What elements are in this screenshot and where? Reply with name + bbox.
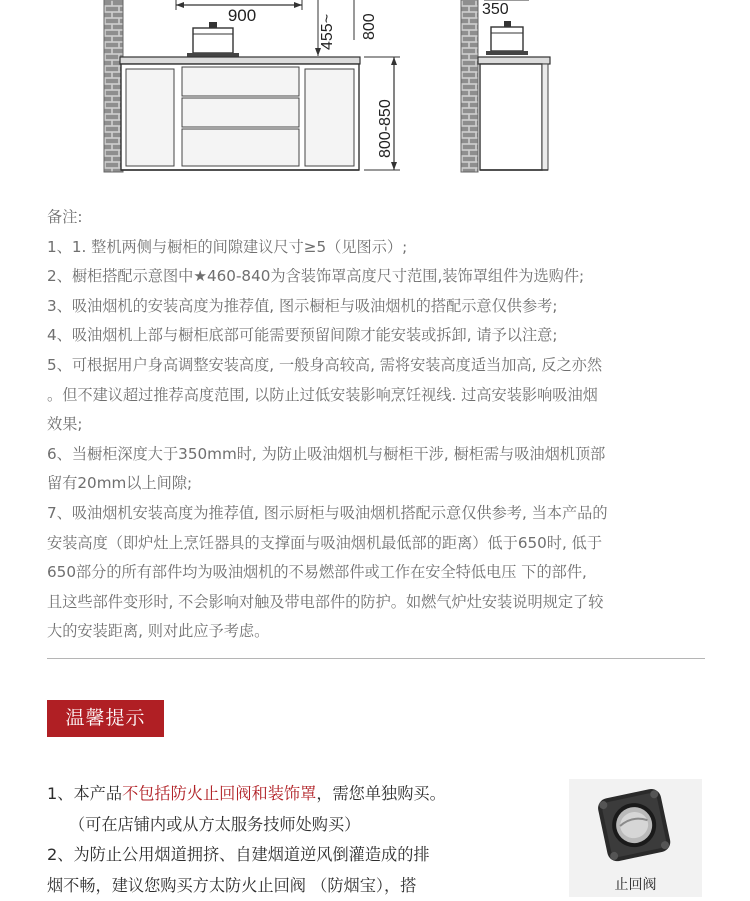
check-valve-label: 止回阀 — [569, 874, 702, 894]
check-valve-image — [569, 779, 702, 874]
note-line: 安装高度（即炉灶上烹饪器具的支撑面与吸油烟机最低部的距离）低于650时, 低于 — [47, 529, 707, 559]
tip-item-1-highlight: 不包括防火止回阀和装饰罩 — [122, 784, 316, 803]
note-line: 7、吸油烟机安装高度为推荐值, 图示厨柜与吸油烟机搭配示意仅供参考, 当本产品的 — [47, 499, 707, 529]
tip-item-1-suffix: ，需您单独购买。 — [316, 784, 446, 803]
note-line: 5、可根据用户身高调整安装高度, 一般身高较高, 需将安装高度适当加高, 反之亦然 — [47, 351, 707, 381]
notes-heading: 备注: — [47, 203, 707, 233]
check-valve-card — [569, 779, 702, 897]
note-line: 2、橱柜搭配示意图中★460-840为含装饰罩高度尺寸范围,装饰罩组件为选购件; — [47, 262, 707, 292]
side-pot-icon — [486, 21, 528, 55]
section-divider — [47, 658, 705, 659]
note-line: 4、吸油烟机上部与橱柜底部可能需要预留间隙才能安装或拆卸, 请予以注意; — [47, 321, 707, 351]
right-wall — [461, 0, 478, 172]
cabinet — [121, 64, 359, 170]
note-line: 且这些部件变形时, 不会影响对触及带电部件的防护。如燃气炉灶安装说明规定了较 — [47, 588, 707, 618]
tips-section — [47, 779, 527, 901]
dim-range-b-label: 800 — [361, 13, 378, 40]
note-line: 6、当橱柜深度大于350mm时, 为防止吸油烟机与橱柜干涉, 橱柜需与吸油烟机顶部 — [47, 440, 707, 470]
note-line: 留有20mm以上间隙; — [47, 469, 707, 499]
note-line: 大的安装距离, 则对此应予考虑。 — [47, 617, 707, 647]
dim-width-label: 900 — [228, 6, 256, 25]
notes-section — [47, 203, 707, 647]
tip-item-1 — [47, 779, 527, 810]
dim-depth-label: 350 — [482, 1, 509, 18]
note-line: 650部分的所有部件均为吸油烟机的不易燃部件或工作在安全特低电压 下的部件, — [47, 558, 707, 588]
tip-item-2-line-1: 2、为防止公用烟道拥挤、自建烟道逆风倒灌造成的排 — [47, 840, 527, 871]
tip-item-1-prefix: 1、本产品 — [47, 784, 122, 803]
tips-badge: 温馨提示 — [47, 700, 164, 737]
note-line: 3、吸油烟机的安装高度为推荐值, 图示橱柜与吸油烟机的搭配示意仅供参考; — [47, 292, 707, 322]
note-line: 效果; — [47, 410, 707, 440]
pot-icon — [187, 22, 239, 57]
dim-height-label: 800-850 — [377, 99, 394, 158]
tip-item-1-note: （可在店铺内或从方太服务技师处购买） — [47, 810, 527, 841]
note-line: 1、1. 整机两侧与橱柜的间隙建议尺寸≥5（见图示）; — [47, 233, 707, 263]
installation-diagram — [0, 0, 750, 190]
note-line: 。但不建议超过推荐高度范围, 以防止过低安装影响烹饪视线. 过高安装影响吸油烟 — [47, 381, 707, 411]
tip-item-2-line-2: 烟不畅，建议您购买方太防火止回阀 （防烟宝），搭 — [47, 871, 527, 901]
dim-range-a-label: 455~ — [319, 14, 336, 50]
left-wall — [104, 0, 123, 172]
side-cabinet — [480, 64, 548, 170]
